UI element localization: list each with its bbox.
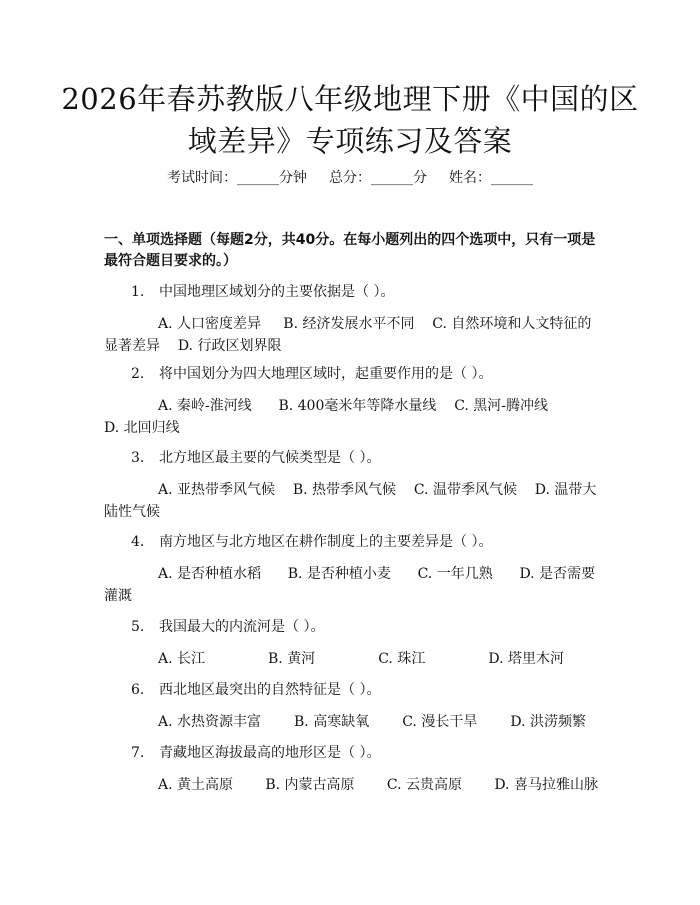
page-title: 2026年春苏教版八年级地理下册《中国的区域差异》专项练习及答案 [61,82,639,158]
time-blank: ______ [237,170,279,186]
option-c: C. 自然环境和人文特征的显著差异 [104,316,592,354]
question-7 [131,743,601,763]
option-b: B. 高寒缺氧 [294,714,370,730]
question-text: 中国地理区域划分的主要依据是（ ）。 [159,284,395,300]
option-b: B. 经济发展水平不同 [283,316,415,332]
option-b: B. 热带季风气候 [292,482,397,498]
options-5 [104,648,598,670]
score-unit: 分 [413,170,427,186]
question-number: 5. [131,619,145,635]
name-label: 姓名： [449,170,491,186]
exam-info-line [0,168,700,188]
option-c: C. 漫长干旱 [402,714,478,730]
option-a: A. 秦岭-淮河线 [158,398,252,414]
option-d: D. 北回归线 [104,420,180,436]
options-1 [104,313,598,357]
option-a: A. 长江 [158,651,206,667]
question-number: 4. [131,534,145,550]
question-number: 2. [131,366,145,382]
question-text: 我国最大的内流河是（ ）。 [159,619,325,635]
question-number: 6. [131,682,145,698]
option-a: A. 是否种植水稻 [158,566,262,582]
options-6 [104,711,598,733]
option-a: A. 黄土高原 [158,777,234,793]
option-c: C. 云贵高原 [386,777,462,793]
question-4 [131,532,601,552]
question-text: 南方地区与北方地区在耕作制度上的主要差异是（ ）。 [159,534,493,550]
time-unit: 分钟 [279,170,307,186]
section-heading: 一、单项选择题（每题2分，共40分。在每小题列出的四个选项中，只有一项是最符合题目要求的。） [104,232,596,269]
question-text: 西北地区最突出的自然特征是（ ）。 [159,682,381,698]
score-blank: ______ [371,170,413,186]
option-d: D. 喜马拉雅山脉 [494,777,598,793]
option-c: C. 珠江 [378,651,426,667]
question-5 [131,617,601,637]
time-label: 考试时间： [167,170,237,186]
score-label: 总分： [329,170,371,186]
question-number: 1. [131,284,145,300]
question-number: 3. [131,450,145,466]
question-text: 青藏地区海拔最高的地形区是（ ）。 [159,745,381,761]
question-text: 将中国划分为四大地理区域时，起重要作用的是（ ）。 [159,366,493,382]
option-c: C. 温带季风气候 [413,482,517,498]
option-c: C. 一年几熟 [417,566,493,582]
option-d: D. 行政区划界限 [177,338,282,354]
option-a: A. 人口密度差异 [158,316,262,332]
options-2 [104,395,598,439]
option-a: A. 亚热带季风气候 [158,482,276,498]
option-d: D. 洪涝频繁 [510,714,586,730]
question-3 [131,448,601,468]
name-blank: ______ [491,170,533,186]
option-b: B. 内蒙古高原 [265,777,355,793]
option-a: A. 水热资源丰富 [158,714,262,730]
options-4 [104,563,598,607]
option-d: D. 温带大陆性气候 [104,482,597,520]
option-b: B. 黄河 [268,651,316,667]
option-d: D. 是否需要灌溉 [104,566,596,604]
option-d: D. 塔里木河 [488,651,564,667]
question-text: 北方地区最主要的气候类型是（ ）。 [159,450,381,466]
options-7 [104,774,598,796]
option-c: C. 黑河-腾冲线 [454,398,549,414]
question-1 [131,282,601,302]
question-6 [131,680,601,700]
option-b: B. 是否种植小麦 [287,566,391,582]
question-2 [131,364,601,384]
question-number: 7. [131,745,145,761]
options-3 [104,479,598,523]
option-b: B. 400毫米年等降水量线 [278,398,437,414]
